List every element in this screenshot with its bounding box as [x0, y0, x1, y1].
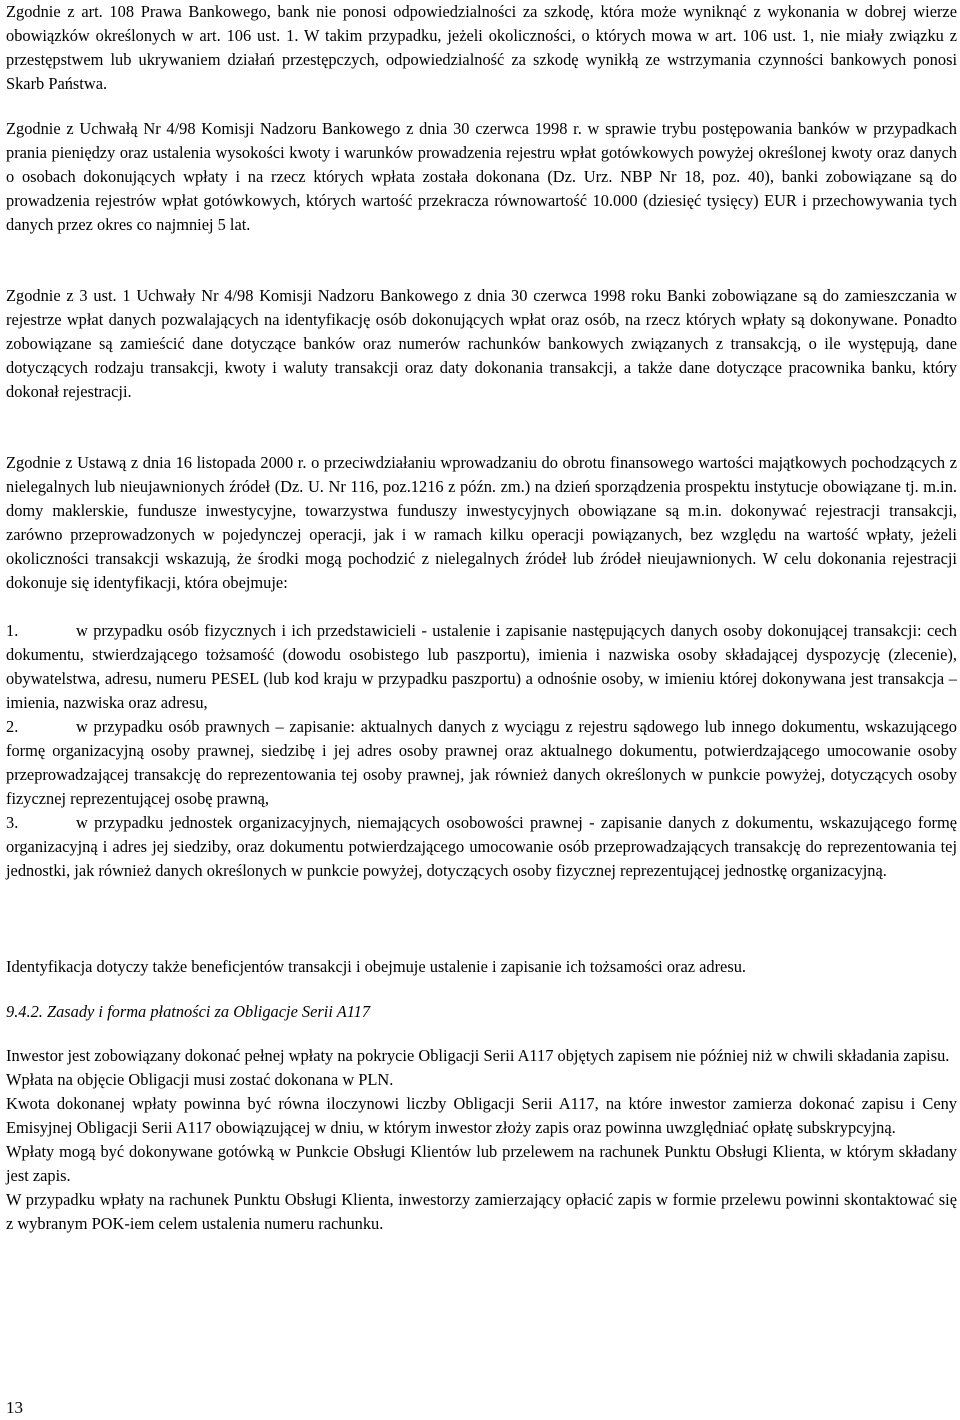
- list-item: [6, 811, 957, 883]
- identification-list: [6, 619, 957, 883]
- paragraph-beneficjenci: Identyfikacja dotyczy także beneficjentów transakcji i obejmuje ustalenie i zapisanie ich tożsamości oraz adresu.: [6, 957, 747, 976]
- list-item-text: w przypadku osób prawnych – zapisanie: aktualnych danych z wyciągu z rejestru sądowego lub innego dokumentu, wskazującego formę organizacyjną osoby prawnej, siedzibę i jej adres osoby prawnej oraz aktualnego dokumentu, potwierdzającego umocowanie osoby przeprowadzającej transakcję do reprezentowania tej osoby prawnej, jak również danych określonych w punkcie powyżej, dotyczących osoby fizycznej reprezentującej osobę prawną,: [6, 717, 957, 808]
- paragraph-przelew-pok: W przypadku wpłaty na rachunek Punktu Obsługi Klienta, inwestorzy zamierzający opłacić zapis w formie przelewu powinni skontaktować się z wybranym POK-iem celem ustalenia numeru rachunku.: [6, 1190, 957, 1233]
- paragraph-par-3: Zgodnie z 3 ust. 1 Uchwały Nr 4/98 Komisji Nadzoru Bankowego z dnia 30 czerwca 1998 roku Banki zobowiązane są do zamieszczania w rejestrze wpłat danych pozwalających na identyfikację osób dokonujących wpłat oraz osób, na rzecz których wpłaty są dokonywane. Ponadto zobowiązane są zamieścić dane dotyczące banków oraz numerów rachunków bankowych związanych z transakcją, o ile występują, dane dotyczących rodzaju transakcji, kwoty i waluty transakcji oraz daty dokonania transakcji, a także dane dotyczące pracownika banku, który dokonał rejestracji.: [6, 286, 957, 401]
- paragraph-art-108: Zgodnie z art. 108 Prawa Bankowego, bank nie ponosi odpowiedzialności za szkodę, która może wyniknąć z wykonania w dobrej wierze obowiązków określonych w art. 106 ust. 1. W takim przypadku, jeżeli okoliczności, o których mowa w art. 106 ust. 1, nie miały związku z przestępstwem lub ukrywaniem działań przestępczych, odpowiedzialność za szkodę wynikłą ze wstrzymania czynności bankowych ponosi Skarb Państwa.: [6, 2, 957, 93]
- list-item: [6, 619, 957, 715]
- page-number: 13: [6, 1398, 23, 1417]
- paragraph-kwota: Kwota dokonanej wpłaty powinna być równa iloczynowi liczby Obligacji Serii A117, na które inwestor zamierza dokonać zapisu i Ceny Emisyjnej Obligacji Serii A117 obowiązującej w dniu, w którym inwestor złoży zapis oraz powinna uwzględniać opłatę subskrypcyjną.: [6, 1094, 957, 1137]
- paragraph-pelna-wplata: Inwestor jest zobowiązany dokonać pełnej wpłaty na pokrycie Obligacji Serii A117 objętych zapisem nie później niż w chwili składania zapisu.: [6, 1046, 950, 1065]
- list-item: [6, 715, 957, 811]
- payment-terms: [6, 1044, 957, 1236]
- list-item-number: 2.: [6, 717, 19, 736]
- list-item-number: 1.: [6, 621, 19, 640]
- list-item-text: w przypadku jednostek organizacyjnych, niemających osobowości prawnej - zapisanie danych z dokumentu, wskazującego formę organizacyjną i adres jej siedziby, oraz dokumentu potwierdzającego umocowanie osób przeprowadzających transakcję do reprezentowania tej jednostki, jak również danych określonych w punkcie powyżej, dotyczących osoby fizycznej reprezentującej jednostkę organizacyjną.: [6, 813, 957, 880]
- list-item-number: 3.: [6, 813, 19, 832]
- paragraph-gotowka-przelew: Wpłaty mogą być dokonywane gotówką w Punkcie Obsługi Klientów lub przelewem na rachunek Punktu Obsługi Klienta, w którym składany jest zapis.: [6, 1142, 957, 1185]
- paragraph-ustawa-2000: Zgodnie z Ustawą z dnia 16 listopada 2000 r. o przeciwdziałaniu wprowadzaniu do obrotu finansowego wartości majątkowych pochodzących z nielegalnych lub nieujawnionych źródeł (Dz. U. Nr 116, poz.1216 z późn. zm.) na dzień sporządzenia prospektu instytucje obowiązane tj. m.in. domy maklerskie, fundusze inwestycyjne, towarzystwa funduszy inwestycyjnych obowiązane są m.in. dokonywać rejestracji transakcji, zarówno przeprowadzonych w pojedynczej operacji, jak i w ramach kilku operacji powiązanych, bez względu na wartość wpłaty, jeżeli okoliczności transakcji wskazują, że środki mogą pochodzić z nielegalnych źródeł lub źródeł nieujawnionych. W celu dokonania rejestracji dokonuje się identyfikacji, która obejmuje:: [6, 453, 957, 592]
- paragraph-pln: Wpłata na objęcie Obligacji musi zostać dokonana w PLN.: [6, 1070, 394, 1089]
- paragraph-uchwala-4-98: Zgodnie z Uchwałą Nr 4/98 Komisji Nadzoru Bankowego z dnia 30 czerwca 1998 r. w sprawie trybu postępowania banków w przypadkach prania pieniędzy oraz ustalenia wysokości kwoty i warunków prowadzenia rejestru wpłat gotówkowych powyżej określonej kwoty oraz danych o osobach dokonujących wpłaty i na rzecz których wpłata została dokonana (Dz. Urz. NBP Nr 18, poz. 40), banki zobowiązane są do prowadzenia rejestrów wpłat gotówkowych, których wartość przekracza równowartość 10.000 (dziesięć tysięcy) EUR i przechowywania tych danych przez okres co najmniej 5 lat.: [6, 119, 957, 234]
- section-heading: 9.4.2. Zasady i forma płatności za Obligacje Serii A117: [6, 1002, 371, 1021]
- list-item-text: w przypadku osób fizycznych i ich przedstawicieli - ustalenie i zapisanie następujących danych osoby dokonującej transakcji: cech dokumentu, stwierdzającego tożsamość (dowodu osobistego lub paszportu), imienia i nazwiska osoby składającej dyspozycję (zlecenie), obywatelstwa, adresu, numeru PESEL (lub kod kraju w przypadku paszportu) a odnośnie osoby, w imieniu której dokonywana jest transakcja – imienia, nazwiska oraz adresu,: [6, 621, 957, 712]
